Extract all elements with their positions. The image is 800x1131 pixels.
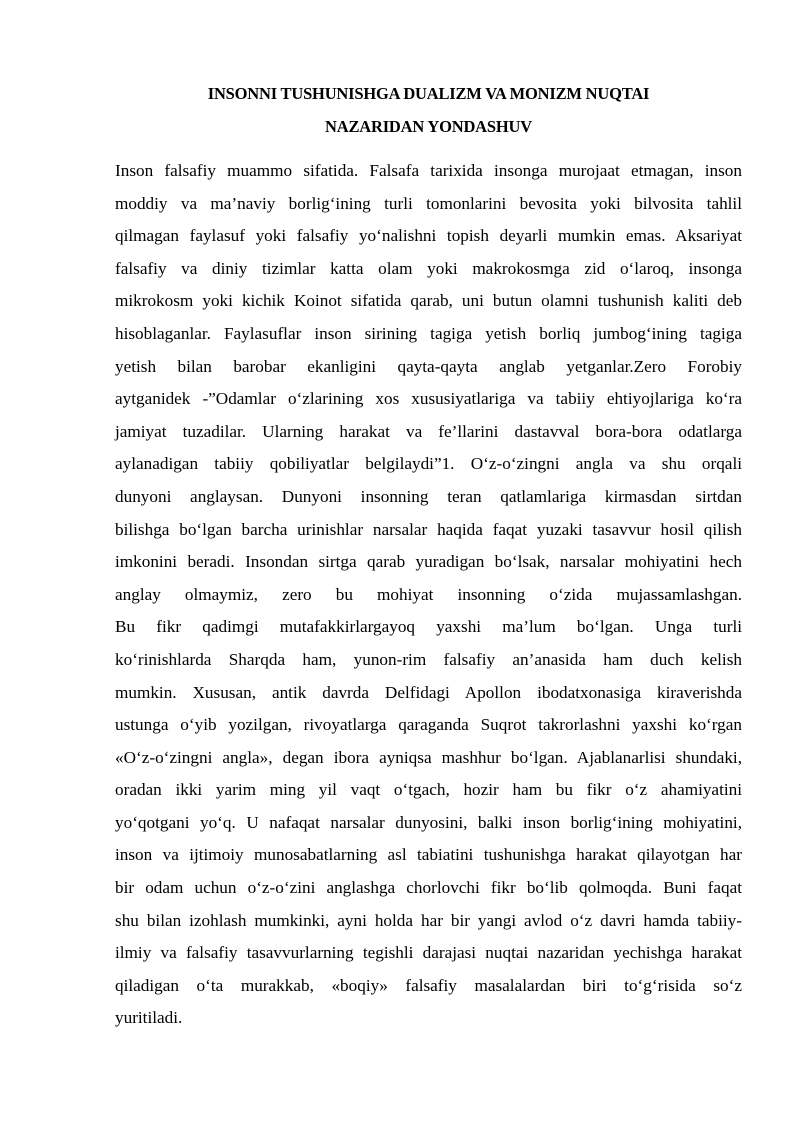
paragraph-line: qiladigan o‘ta murakkab, «boqiy» falsafiy masalalardan biri to‘g‘risida so‘z xyxy=(115,975,742,995)
paragraph-line: ustunga o‘yib yozilgan, rivoyatlarga qaraganda Suqrot takrorlashni yaxshi ko‘rgan xyxy=(115,715,742,735)
paragraph-line: bilishga bo‘lgan barcha urinishlar narsalar haqida faqat yuzaki tasavvur hosil qilish xyxy=(115,519,742,539)
paragraph-line: dunyoni anglaysan. Dunyoni insonning teran qatlamlariga kirmasdan sirtdan xyxy=(115,486,742,506)
paragraph-line: bir odam uchun o‘z-o‘zini anglashga chorlovchi fikr bo‘lib qolmoqda. Buni faqat xyxy=(115,878,742,898)
paragraph-line: jamiyat tuzadilar. Ularning harakat va fe’llarini dastavval bora-bora odatlarga xyxy=(115,421,742,441)
paragraph-line: yo‘qotgani yo‘q. U nafaqat narsalar dunyosini, balki inson borlig‘ining mohiyatini, xyxy=(115,812,742,832)
paragraph-line: ilmiy va falsafiy tasavvurlarning tegishli darajasi nuqtai nazaridan yechishga harakat xyxy=(115,943,742,963)
paragraph-line: Inson falsafiy muammo sifatida. Falsafa tarixida insonga murojaat etmagan, inson xyxy=(115,161,742,180)
paragraph-line: aylanadigan tabiiy qobiliyatlar belgilaydi”1. O‘z-o‘zingni angla va shu orqali xyxy=(115,454,742,474)
paragraph-line: mumkin. Xususan, antik davrda Delfidagi Apollon ibodatxonasiga kiraverishda xyxy=(115,682,742,702)
paragraph-line: «O‘z-o‘zingni angla», degan ibora ayniqsa mashhur bo‘lgan. Ajablanarlisi shundaki, xyxy=(115,747,742,767)
paragraph-line: oradan ikki yarim ming yil vaqt o‘tgach, hozir ham bu fikr o‘z ahamiyatini xyxy=(115,780,742,800)
paragraph-line: inson va ijtimoiy munosabatlarning asl tabiatini tushunishga harakat qilayotgan har xyxy=(115,845,742,865)
paragraph-line: moddiy va ma’naviy borlig‘ining turli tomonlarini bevosita yoki bilvosita tahlil xyxy=(115,193,742,213)
paragraph-line: shu bilan izohlash mumkinki, ayni holda har bir yangi avlod o‘z davri hamda tabiiy- xyxy=(115,910,742,930)
paragraph-line: yetish bilan barobar ekanligini qayta-qayta anglab yetganlar.Zero Forobiy xyxy=(115,356,742,376)
paragraph-line: Bu fikr qadimgi mutafakkirlargayoq yaxshi ma’lum bo‘lgan. Unga turli xyxy=(115,617,742,637)
body-paragraph xyxy=(115,155,742,1035)
paragraph-line: yuritiladi. xyxy=(115,1008,183,1028)
title-line: INSONNI TUSHUNISHGA DUALIZM VA MONIZM NUQTAI xyxy=(207,84,650,103)
paragraph-line: hisoblaganlar. Faylasuflar inson sirining tagiga yetish borliq jumbog‘ining tagiga xyxy=(115,323,742,343)
paragraph-line: mikrokosm yoki kichik Koinot sifatida qarab, uni butun olamni tushunish kaliti deb xyxy=(115,291,742,311)
paragraph-line: falsafiy va diniy tizimlar katta olam yoki makrokosmga zid o‘laroq, insonga xyxy=(115,258,742,278)
paragraph-line: qilmagan faylasuf yoki falsafiy yo‘nalishni topish deyarli mumkin emas. Aksariyat xyxy=(115,226,742,246)
paragraph-line: anglay olmaymiz, zero bu mohiyat insonning o‘zida mujassamlashgan. xyxy=(115,584,742,604)
page-title xyxy=(115,77,742,143)
title-line: NAZARIDAN YONDASHUV xyxy=(325,117,532,136)
paragraph-line: ko‘rinishlarda Sharqda ham, yunon-rim falsafiy an’anasida ham duch kelish xyxy=(115,649,742,669)
paragraph-line: aytganidek -”Odamlar o‘zlarining xos xususiyatlariga va tabiiy ehtiyojlariga ko‘ra xyxy=(115,389,742,409)
paragraph-line: imkonini beradi. Insondan sirtga qarab yuradigan bo‘lsak, narsalar mohiyatini hech xyxy=(115,552,742,572)
